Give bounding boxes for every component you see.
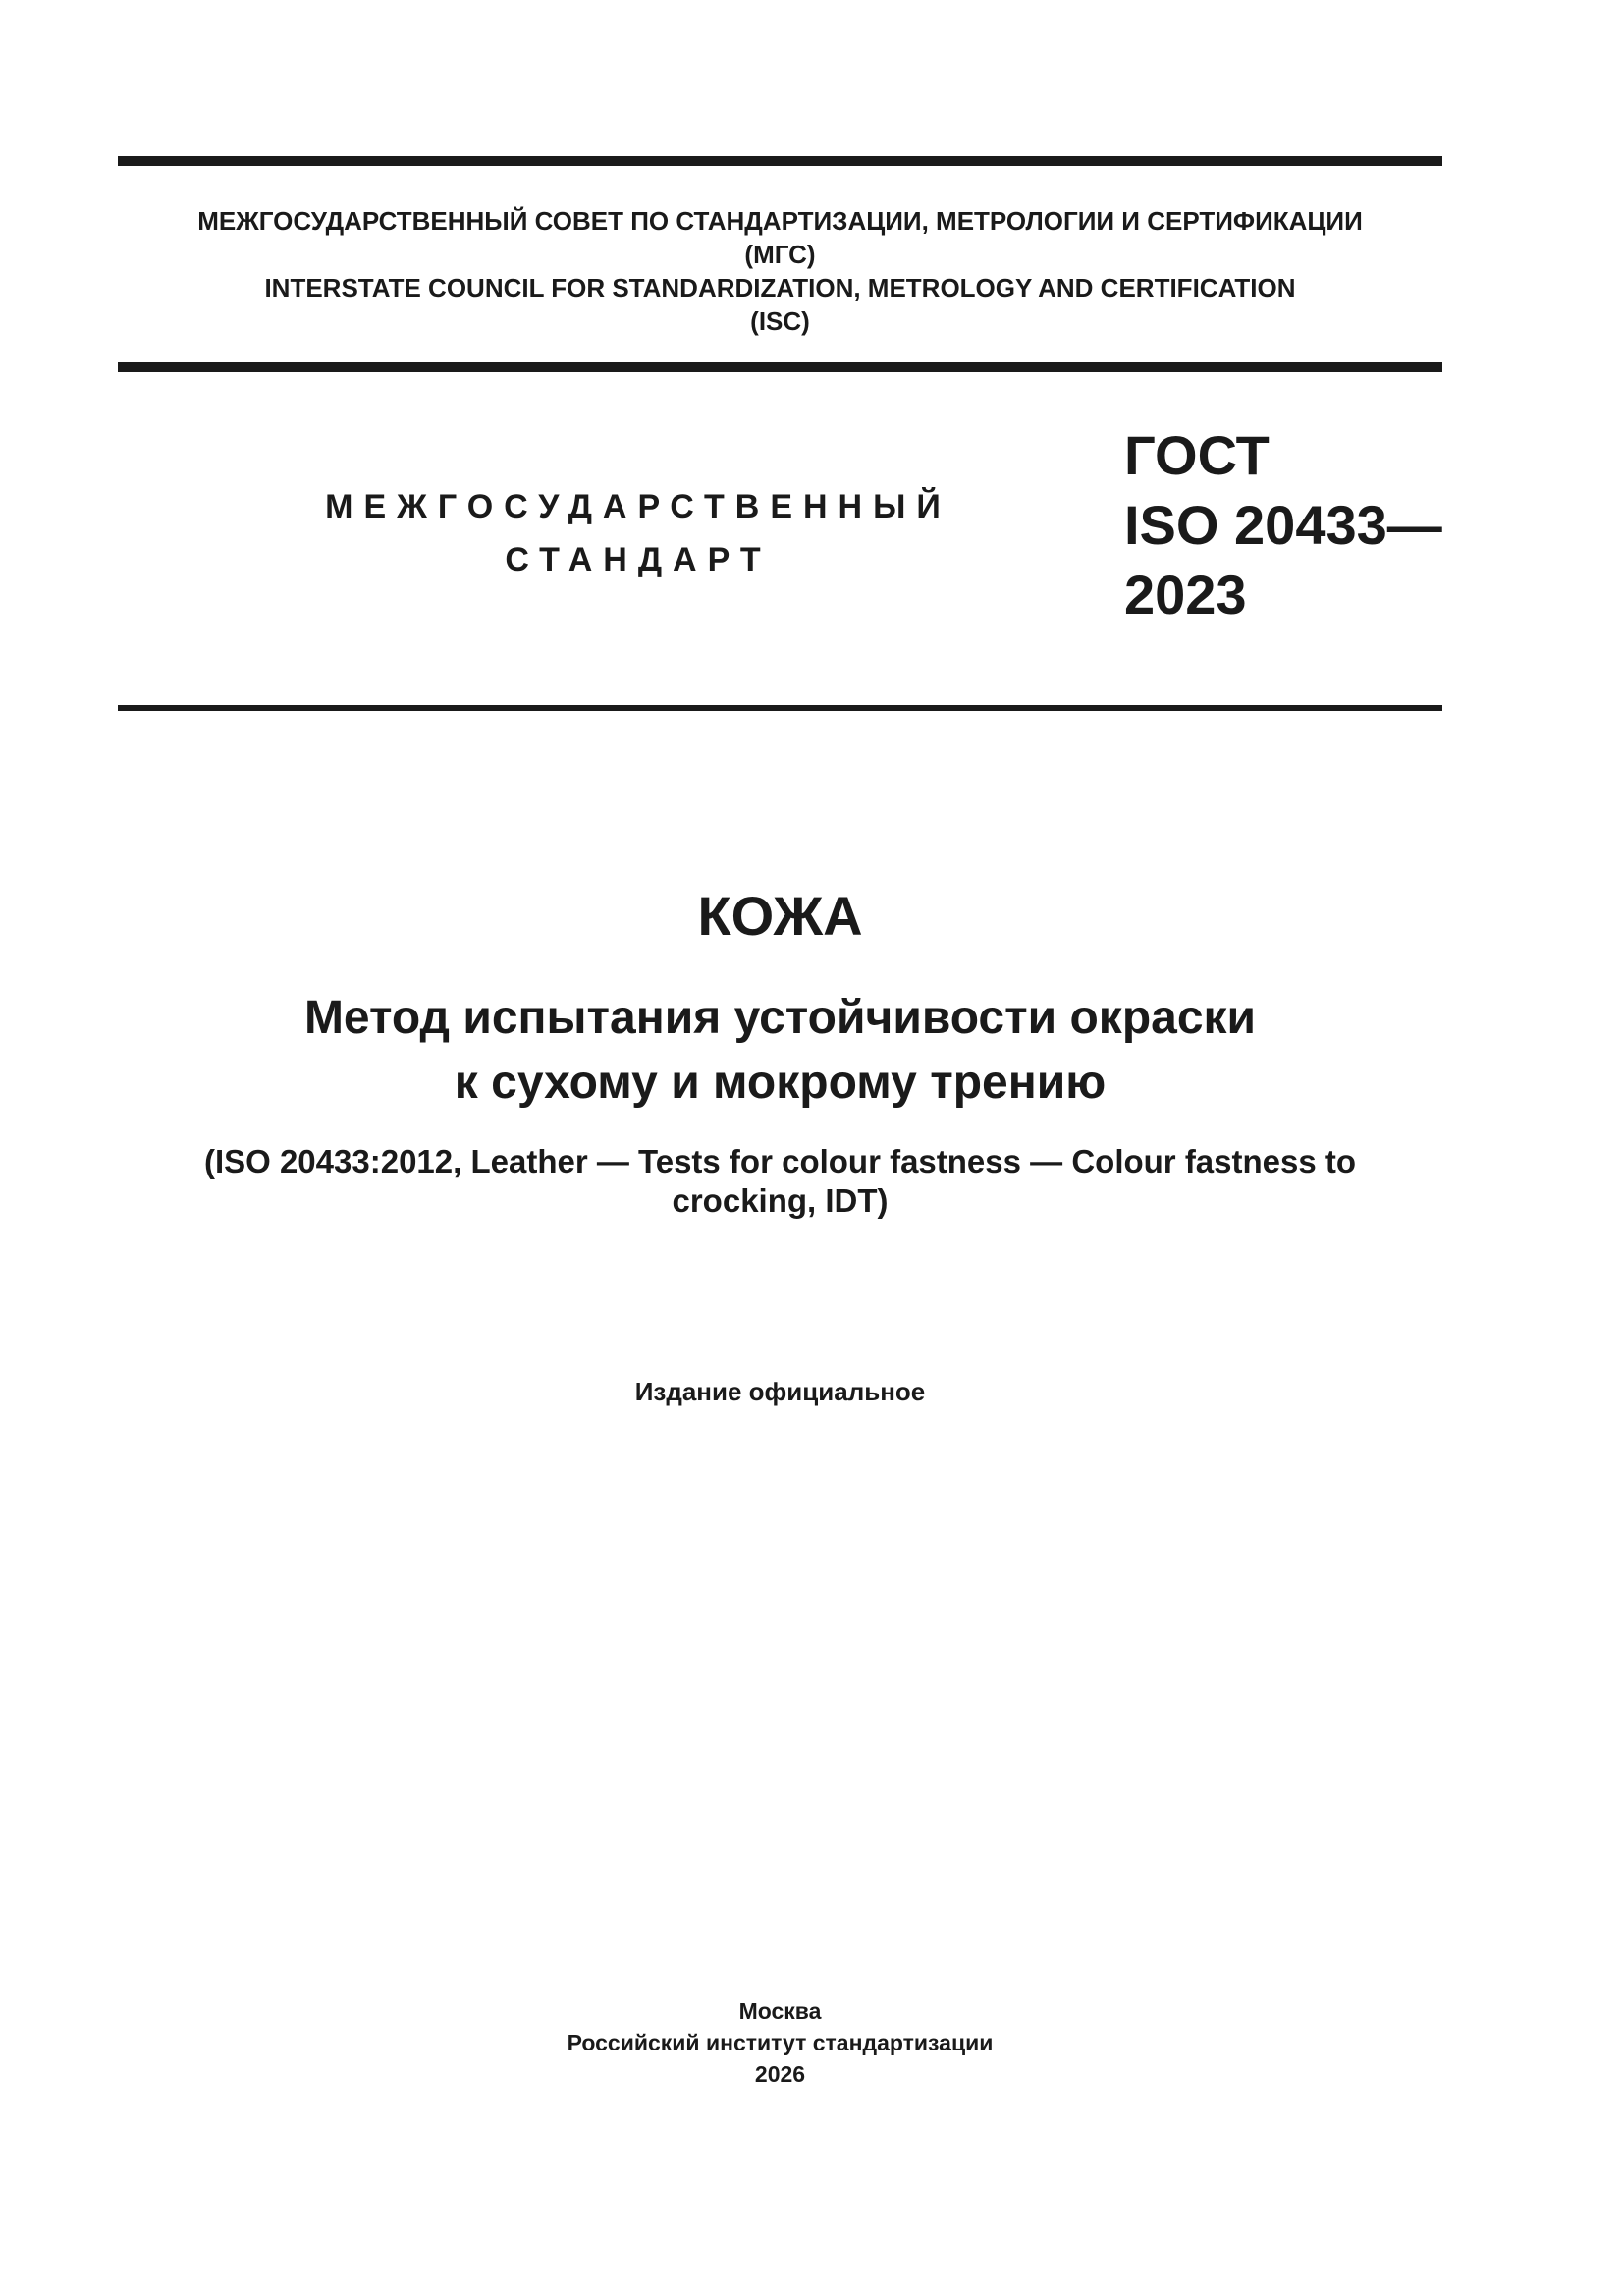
publisher-year: 2026 (754, 2061, 806, 2087)
subtitle-line-1: Метод испытания устойчивости окраски (303, 992, 1257, 1044)
subtitle-line-2: к сухому и мокрому трению (454, 1057, 1107, 1109)
publisher-block (118, 1995, 1442, 2090)
council-abbr-ru: (МГС) (744, 240, 816, 269)
iso-reference-line-2: crocking, IDT) (672, 1182, 889, 1219)
standard-type-label (245, 480, 1031, 586)
council-abbr-en: (ISC) (750, 306, 810, 336)
council-name-en: INTERSTATE COUNCIL FOR STANDARDIZATION, METROLOGY AND CERTIFICATION (264, 273, 1296, 302)
standard-type-line-2: СТАНДАРТ (505, 541, 772, 578)
bottom-rule (118, 705, 1442, 711)
designation-line-3: 2023 (1124, 564, 1247, 626)
designation-line-2: ISO 20433— (1124, 494, 1442, 556)
publisher-city: Москва (738, 1998, 822, 2024)
iso-reference-line-1: (ISO 20433:2012, Leather — Tests for colour fastness — Colour fastness to (203, 1143, 1357, 1179)
publisher-name: Российский институт стандартизации (567, 2030, 994, 2055)
middle-rule (118, 362, 1442, 372)
standard-type-line-1: МЕЖГОСУДАРСТВЕННЫЙ (325, 488, 951, 525)
council-name-ru: МЕЖГОСУДАРСТВЕННЫЙ СОВЕТ ПО СТАНДАРТИЗАЦИИ, МЕТРОЛОГИИ И СЕРТИФИКАЦИИ (197, 206, 1363, 236)
designation-line-1: ГОСТ (1124, 424, 1270, 486)
top-rule (118, 156, 1442, 166)
council-header (118, 204, 1442, 338)
document-subtitle (118, 986, 1442, 1116)
document-title: КОЖА (697, 885, 863, 947)
edition-label: Издание официальное (634, 1377, 926, 1406)
gost-designation (1124, 420, 1442, 629)
iso-reference (118, 1142, 1442, 1221)
